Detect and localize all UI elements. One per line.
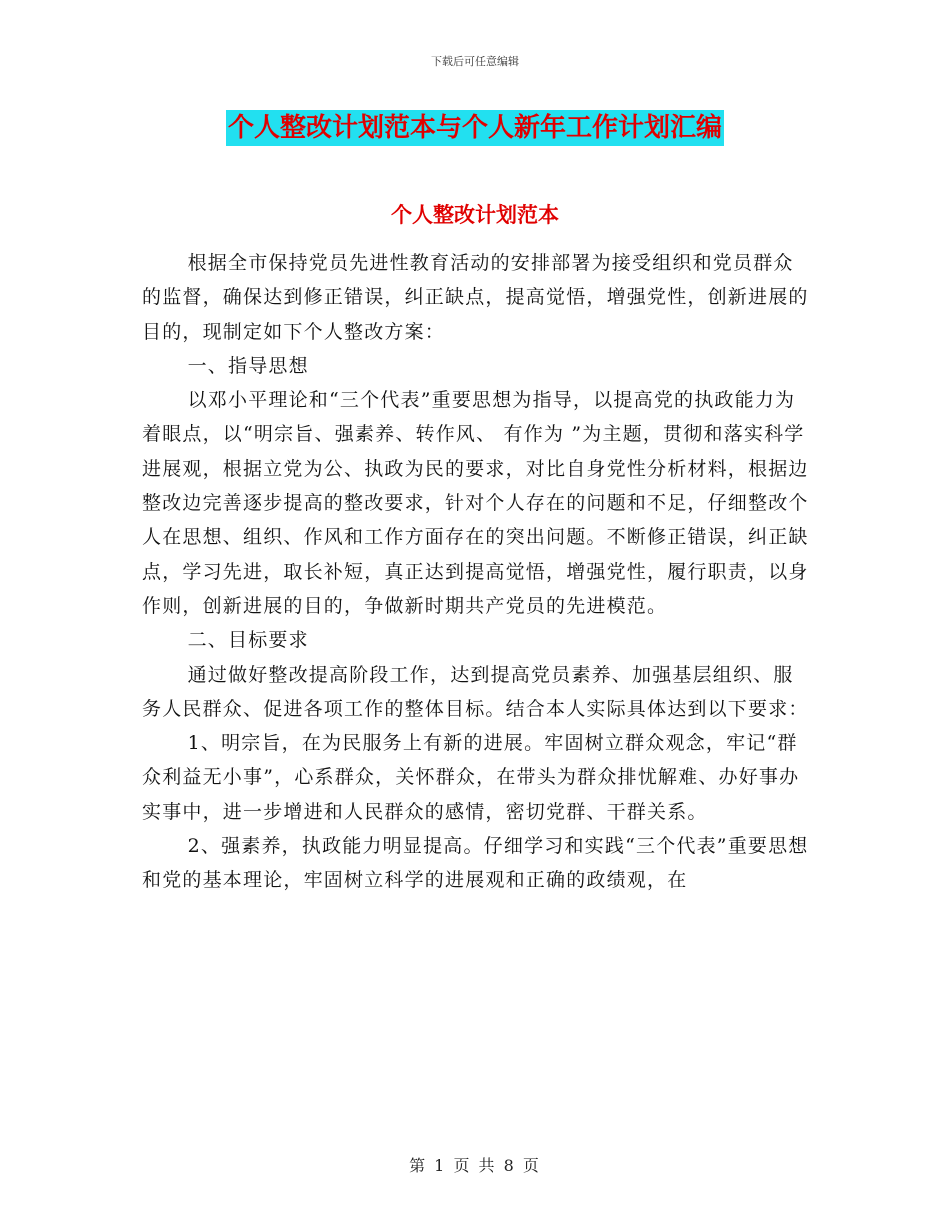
paragraph-item-1: 1、明宗旨，在为民服务上有新的进展。牢固树立群众观念，牢记“群众利益无小事”，心系群众，关怀群众，在带头为群众排忧解难、办好事办实事中，进一步增进和人民群众的感情，密切党群、干群关系。 [142, 732, 800, 823]
paragraph-intro: 根据全市保持党员先进性教育活动的安排部署为接受组织和党员群众的监督，确保达到修正错误，纠正缺点，提高觉悟，增强党性，创新进展的目的，现制定如下个人整改方案： [142, 252, 809, 343]
paragraph-goals: 通过做好整改提高阶段工作，达到提高党员素养、加强基层组织、服务人民群众、促进各项工作的整体目标。结合本人实际具体达到以下要求： [142, 663, 809, 720]
header-note: 下载后可任意编辑 [431, 55, 519, 68]
heading-guiding-thought: 一、指导思想 [187, 354, 309, 377]
section-title: 个人整改计划范本 [391, 203, 559, 227]
paragraph-guiding-thought: 以邓小平理论和“三个代表”重要思想为指导，以提高党的执政能力为着眼点，以“明宗旨、强素养、转作风、 有作为 ”为主题，贯彻和落实科学进展观，根据立党为公、执政为民的要求，对比自身党性分析材料，根据边整改边完善逐步提高的整改要求，针对个人存在的问题和不足，仔细整改个人在思想、组织、作风和工作方面存在的突出问题。不断修正错误，纠正缺点，学习先进，取长补短，真正达到提高觉悟，增强党性，履行职责，以身作则，创新进展的目的，争做新时期共产党员的先进模范。 [142, 389, 809, 617]
document-body [142, 246, 812, 898]
main-title-container [0, 110, 950, 146]
heading-goals: 二、目标要求 [187, 629, 309, 652]
page-footer: 第 1 页 共 8 页 [409, 1156, 541, 1175]
main-title: 个人整改计划范本与个人新年工作计划汇编 [226, 110, 724, 146]
paragraph-item-2: 2、强素养，执政能力明显提高。仔细学习和实践“三个代表”重要思想和党的基本理论，牢固树立科学的进展观和正确的政绩观，在 [142, 835, 809, 892]
